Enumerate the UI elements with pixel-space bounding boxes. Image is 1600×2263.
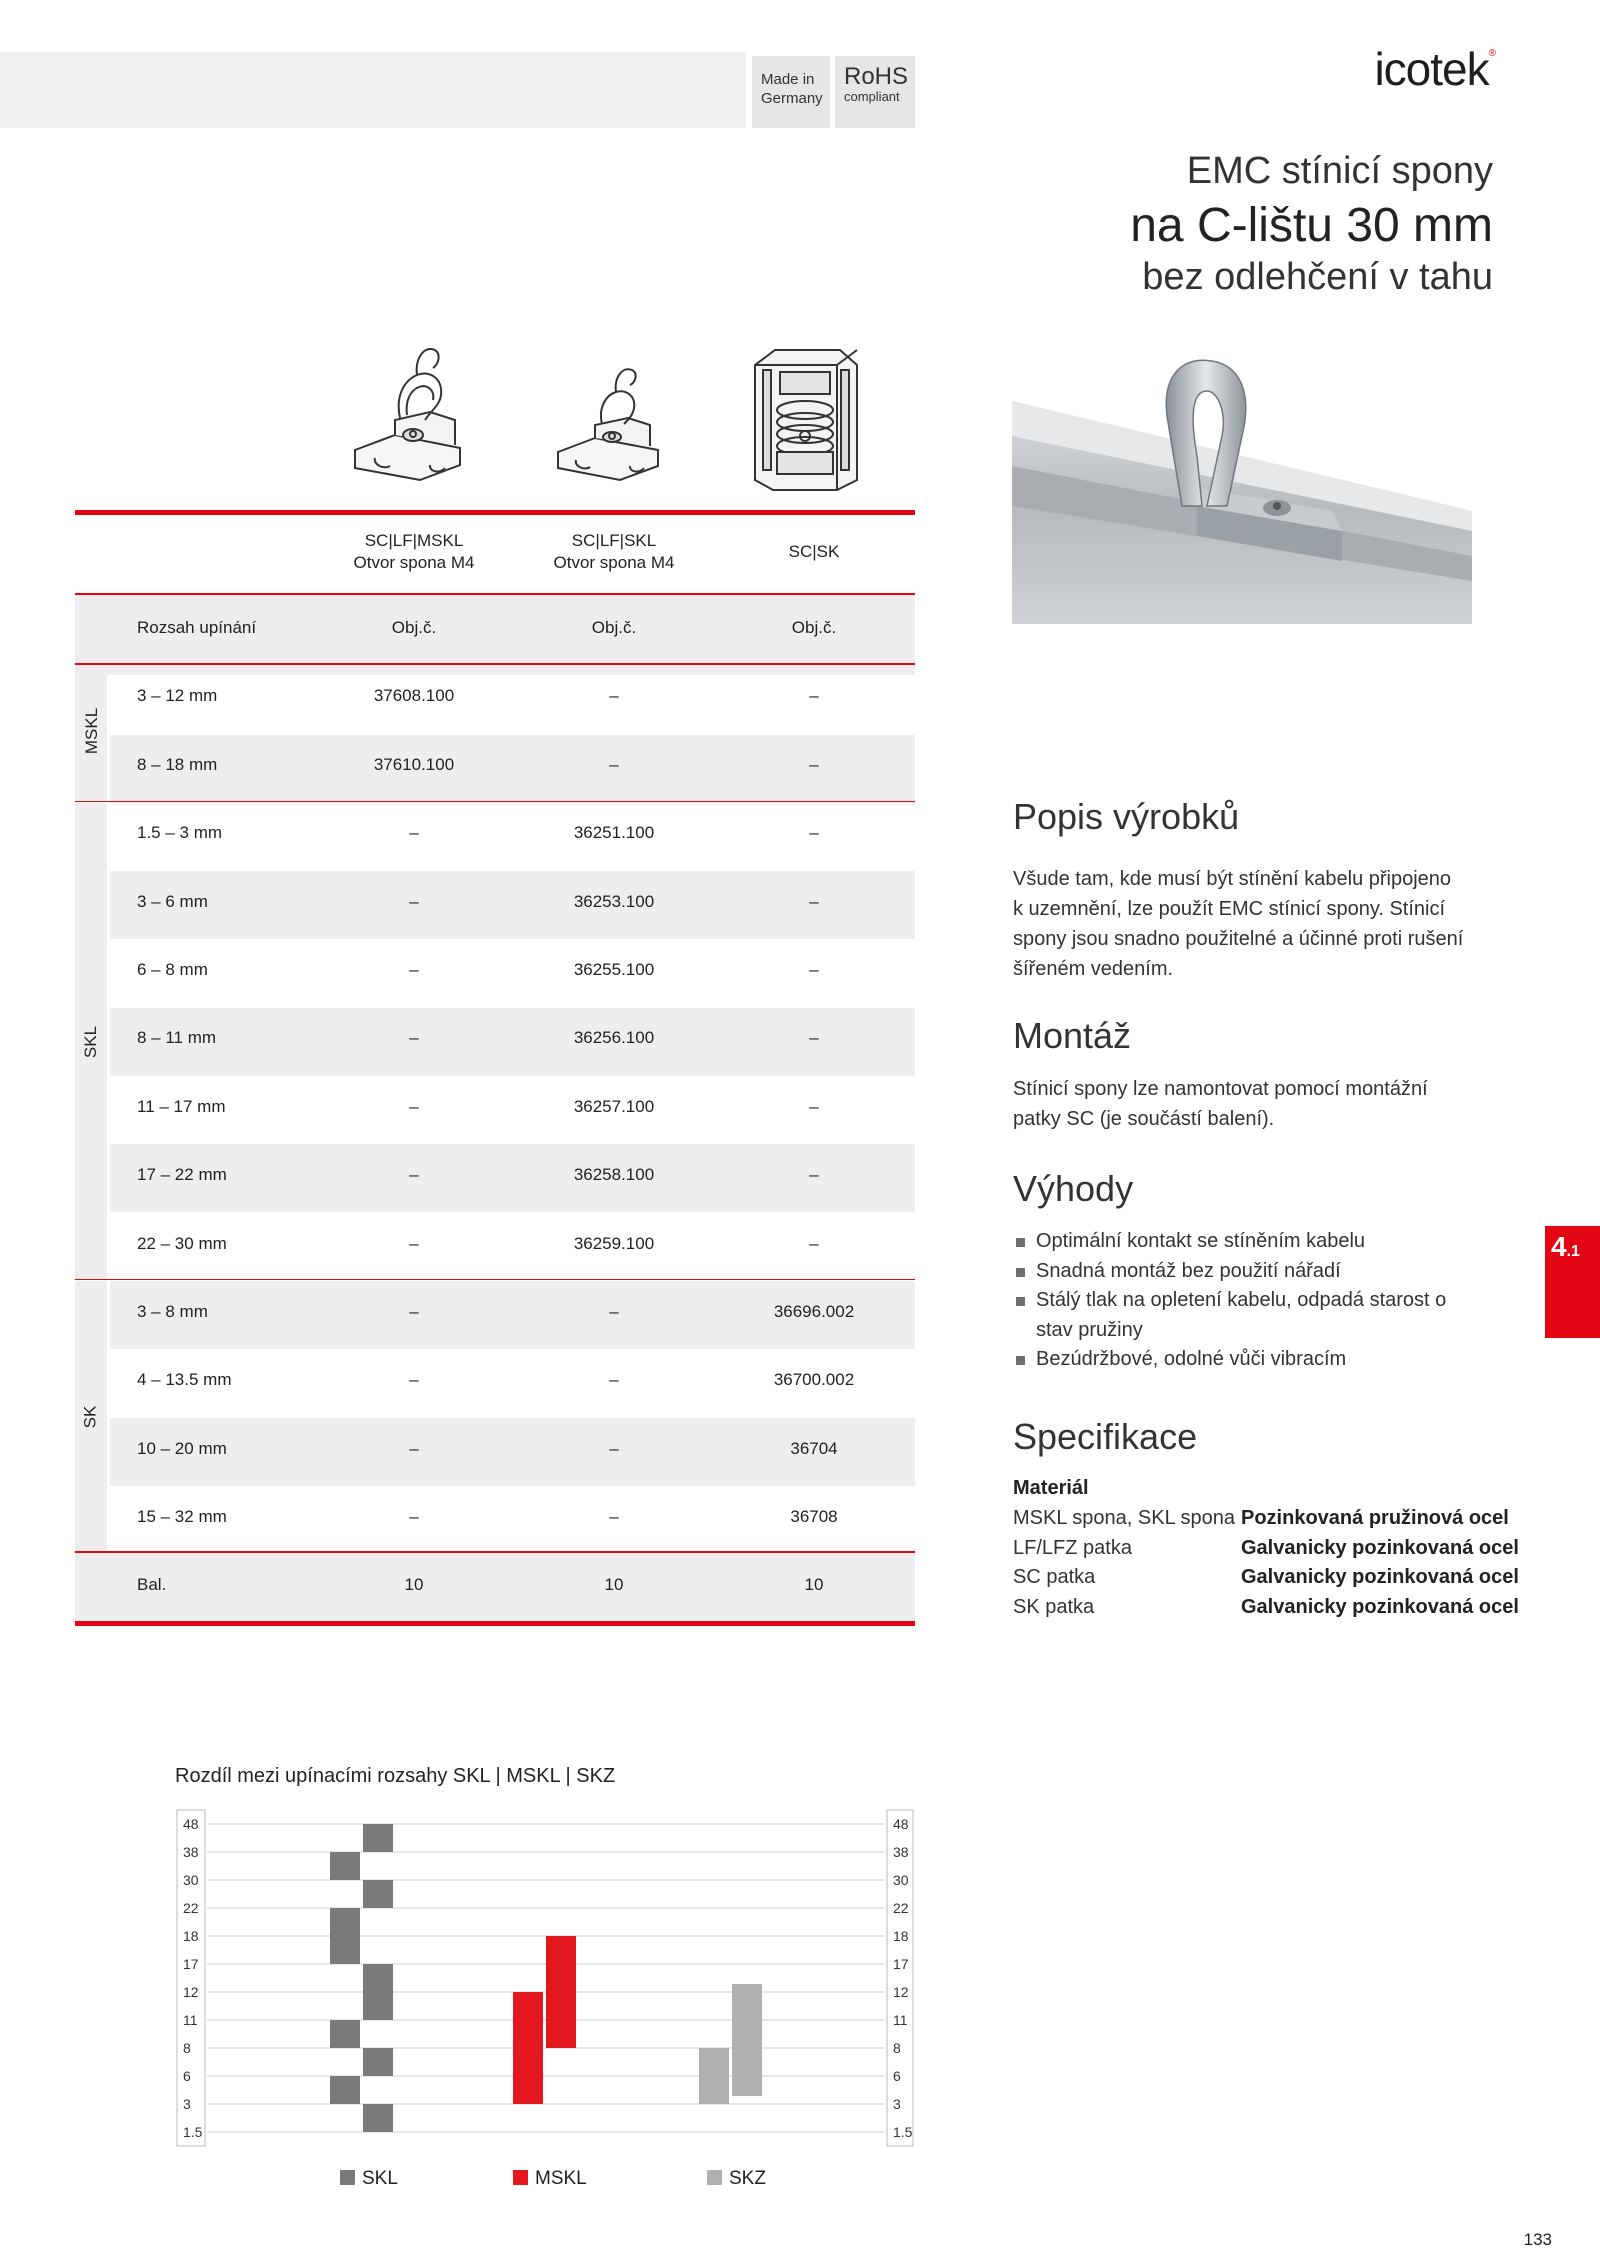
range-bar-skl [363,1964,393,2020]
description-line: k uzemnění, lze použít EMC stínicí spony. Stínicí [1013,898,1446,920]
row-code-2: – [609,1507,619,1526]
row-code-1: – [409,823,419,842]
y-tick-label-right: 48 [893,1816,909,1832]
product-photo [1012,356,1472,624]
group-divider [75,801,915,802]
group-label-skl: SKL [81,1025,101,1059]
group-label-sk: SK [80,1405,100,1429]
spec-row [1013,1593,1533,1623]
legend-swatch-skl [340,2170,355,2185]
column-header-sk: SC|SK [788,542,840,561]
y-tick-label-left: 30 [183,1872,199,1888]
row-code-1: – [409,1165,419,1184]
advantage-item: Bezúdržbové, odolné vůči vibracím [1013,1345,1483,1375]
y-tick-label-right: 8 [893,2040,901,2056]
footer-label: Bal. [137,1575,167,1594]
footer-qty-2: 10 [604,1575,624,1594]
row-code-2: 36258.100 [573,1165,655,1184]
rohs-compliant-label: compliant [844,89,900,104]
row-code-2: – [609,1302,619,1321]
row-code-1: 37608.100 [373,686,455,705]
row-code-2: 36257.100 [573,1097,655,1116]
range-bar-skl [363,1880,393,1908]
row-code-3: – [809,960,819,979]
made-in-line1: Made in [761,71,815,88]
row-code-1: – [409,1439,419,1458]
mounting-line: patky SC (je součástí balení). [1013,1108,1275,1130]
y-tick-label-left: 38 [183,1844,199,1860]
row-range: 8 – 18 mm [137,755,218,774]
y-tick-label-left: 1.5 [183,2124,203,2140]
y-tick-label-right: 11 [893,2012,908,2028]
spec-value: Pozinkovaná pružinová ocel [1241,1507,1509,1529]
header-band [0,52,746,128]
rohs-badge [835,56,915,128]
range-bar-skl [330,2076,360,2104]
column-header-mskl-line1: SC|LF|MSKL [364,531,464,550]
spec-value: Galvanicky pozinkovaná ocel [1241,1536,1519,1559]
row-code-1: – [409,1234,419,1253]
page-number: 133 [1523,2230,1552,2249]
clamping-range-chart [175,1806,915,2189]
rohs-label: RoHS [844,63,909,90]
y-tick-label-left: 8 [183,2040,191,2056]
row-code-3: – [809,823,819,842]
description-text [1013,864,1533,984]
spec-label: SK patka [1013,1595,1095,1618]
y-tick-label-right: 30 [893,1872,909,1888]
column-header-skl [514,530,714,574]
row-code-2: 36256.100 [573,1028,655,1047]
y-tick-label-left: 3 [183,2096,191,2112]
y-tick-label-left: 12 [183,1984,199,2000]
row-code-2: – [609,755,619,774]
row-range: 8 – 11 mm [137,1028,217,1047]
row-code-3: 36708 [790,1507,838,1526]
section-tab-label [1551,1231,1580,1263]
row-range: 22 – 30 mm [137,1234,227,1253]
row-range: 15 – 32 mm [137,1507,227,1526]
legend-label-mskl: MSKL [535,2168,587,2189]
legend-swatch-skz [707,2170,722,2185]
y-tick-label-left: 11 [183,2012,198,2028]
section-tab-main: 4 [1551,1231,1567,1262]
logo-text: icotek [1374,43,1489,95]
y-tick-label-left: 48 [183,1816,199,1832]
legend-label-skl: SKL [362,2168,398,2189]
logo-registered-mark: ® [1488,48,1495,59]
made-in-germany-badge [752,56,830,128]
advantage-item: Optimální kontakt se stíněním kabelu [1013,1227,1483,1257]
advantage-item: Stálý tlak na opletení kabelu, odpadá starost o stav pružiny [1013,1286,1476,1345]
row-range: 17 – 22 mm [137,1165,227,1184]
y-tick-label-right: 22 [893,1900,909,1916]
page-title-line3: bez odlehčení v tahu [1142,256,1493,298]
row-range: 4 – 13.5 mm [137,1370,232,1389]
y-tick-label-right: 17 [893,1956,909,1972]
row-code-2: – [609,1370,619,1389]
range-bar-mskl [513,1992,543,2104]
subheader-obj1: Obj.č. [391,618,437,637]
spec-row [1013,1504,1533,1534]
row-code-1: – [409,892,419,911]
row-code-2: 36251.100 [573,823,655,842]
range-bar-skl [330,2020,360,2048]
subheader-obj3: Obj.č. [791,618,837,637]
advantages-list [1013,1227,1483,1375]
row-code-3: – [809,686,819,705]
row-range: 1.5 – 3 mm [137,823,223,842]
range-bar-skl [330,1852,360,1880]
row-code-2: 36255.100 [573,960,655,979]
row-code-3: 36704 [790,1439,838,1458]
row-code-3: – [809,1028,819,1047]
range-bar-mskl [546,1936,576,2048]
mounting-heading: Montáž [1013,1015,1132,1056]
range-bar-skz [699,2048,729,2104]
row-range: 3 – 6 mm [137,892,208,911]
y-tick-label-right: 1.5 [893,2124,913,2140]
product-drawing-skl [550,340,670,500]
row-code-2: – [609,1439,619,1458]
range-bar-skl [363,1824,393,1852]
page-title-line2: na C-lištu 30 mm [1130,199,1493,252]
product-drawing-sk [745,340,865,500]
range-bar-skl [363,2048,393,2076]
row-code-3: 36700.002 [773,1370,855,1389]
left-axis-frame [177,1810,205,2146]
row-code-1: – [409,1302,419,1321]
row-code-3: – [809,1234,819,1253]
y-tick-label-right: 12 [893,1984,909,2000]
row-code-1: – [409,1028,419,1047]
table-bottom-rule [75,1621,915,1626]
row-code-1: – [409,1370,419,1389]
row-code-3: – [809,892,819,911]
specification-subheading: Materiál [1013,1477,1089,1499]
specification-heading: Specifikace [1013,1416,1198,1457]
y-tick-label-left: 22 [183,1900,199,1916]
spec-value: Galvanicky pozinkovaná ocel [1241,1566,1519,1588]
footer-qty-3: 10 [804,1575,824,1594]
row-code-1: – [409,1507,419,1526]
specification-list [1013,1504,1533,1622]
column-header-skl-line1: SC|LF|SKL [571,531,657,550]
row-code-1: – [409,1097,419,1116]
description-line: šířeném vedením. [1013,958,1174,980]
y-tick-label-left: 18 [183,1928,199,1944]
spec-label: LF/LFZ patka [1013,1536,1132,1559]
column-header-skl-line2: Otvor spona M4 [553,553,675,572]
subheader-range: Rozsah upínání [137,618,257,637]
spec-value: Galvanicky pozinkovaná ocel [1241,1595,1519,1618]
advantage-item: Snadná montáž bez použití nářadí [1013,1257,1483,1287]
spec-row [1013,1563,1533,1593]
row-range: 10 – 20 mm [137,1439,227,1458]
product-drawing-mskl [345,340,475,500]
footer-qty-1: 10 [404,1575,424,1594]
row-code-2: 36259.100 [573,1234,655,1253]
row-code-2: 36253.100 [573,892,655,911]
page-title-line1: EMC stínicí spony [1186,150,1493,192]
icotek-logo [1374,42,1495,96]
column-header-mskl [314,530,514,574]
row-code-3: – [809,1097,819,1116]
row-range: 3 – 8 mm [137,1302,208,1321]
y-tick-label-left: 17 [183,1956,199,1972]
section-tab [1545,1226,1600,1338]
y-tick-label-right: 6 [893,2068,901,2084]
legend-label-skz: SKZ [729,2168,766,2189]
made-in-line2: Germany [761,90,823,107]
spec-row [1013,1534,1533,1564]
row-range: 3 – 12 mm [137,686,218,705]
row-code-2: – [609,686,619,705]
row-code-3: – [809,1165,819,1184]
row-range: 11 – 17 mm [137,1097,226,1116]
chart-title: Rozdíl mezi upínacími rozsahy SKL | MSKL | SKZ [175,1765,616,1787]
row-code-1: – [409,960,419,979]
description-line: spony jsou snadno použitelné a účinné proti rušení [1013,928,1464,950]
row-code-3: 36696.002 [773,1302,855,1321]
group-divider [75,1279,915,1280]
group-label-mskl: MSKL [82,707,102,755]
column-header-mskl-line2: Otvor spona M4 [353,553,475,572]
spec-label: MSKL spona, SKL spona [1013,1507,1235,1529]
row-code-3: – [809,755,819,774]
advantages-heading: Výhody [1013,1168,1134,1209]
row-range: 6 – 8 mm [137,960,208,979]
y-tick-label-right: 3 [893,2096,901,2112]
mounting-line: Stínicí spony lze namontovat pomocí montážní [1013,1078,1428,1100]
description-line: Všude tam, kde musí být stínění kabelu připojeno [1013,868,1452,890]
row-code-1: 37610.100 [373,755,455,774]
description-heading: Popis výrobků [1013,796,1240,837]
range-bar-skl [363,2104,393,2132]
range-bar-skl [330,1908,360,1964]
y-tick-label-right: 18 [893,1928,909,1944]
y-tick-label-left: 6 [183,2068,191,2084]
mounting-text [1013,1074,1533,1134]
table-top-rule [75,510,915,515]
y-tick-label-right: 38 [893,1844,909,1860]
range-bar-skz [732,1984,762,2096]
subheader-obj2: Obj.č. [591,618,637,637]
spec-label: SC patka [1013,1566,1096,1588]
legend-swatch-mskl [513,2170,528,2185]
table-subheader-rule [75,663,915,665]
section-tab-sub: .1 [1566,1243,1580,1260]
